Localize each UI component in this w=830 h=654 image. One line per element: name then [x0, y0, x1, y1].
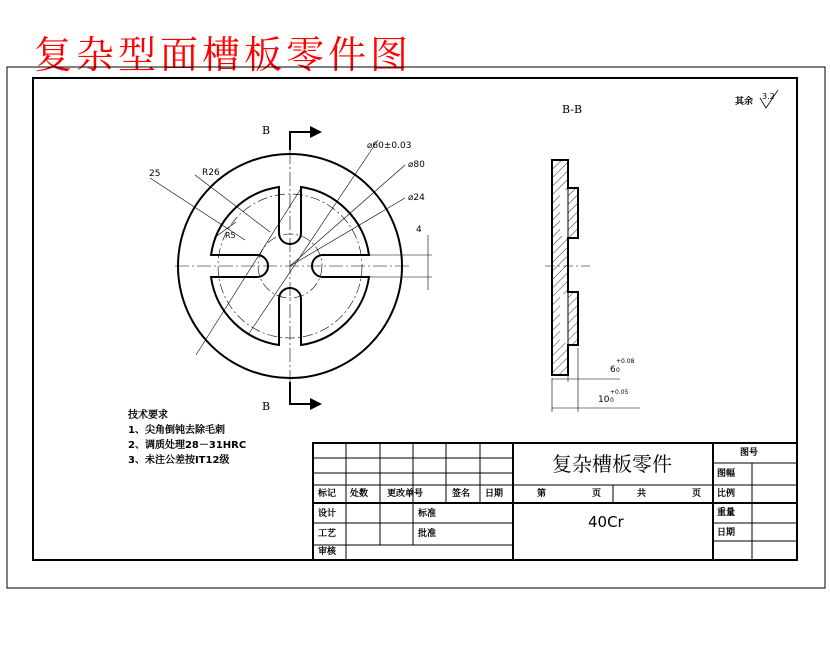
dim-r5: R5 — [225, 231, 236, 240]
process-label: 工艺 — [318, 529, 337, 539]
standardize-label: 标准 — [418, 509, 437, 519]
approve-label: 批准 — [418, 529, 437, 539]
signature-label: 签名 — [452, 489, 471, 499]
total-page-label: 页 — [692, 489, 702, 499]
dim-depth-tol-low: 0 — [616, 367, 620, 374]
date-label: 日期 — [717, 528, 736, 538]
review-label: 审核 — [318, 547, 337, 557]
tech-heading: 技术要求 — [128, 410, 168, 421]
total-label: 共 — [637, 489, 647, 499]
side-section-view — [545, 103, 640, 412]
dim-r26: R26 — [202, 168, 220, 178]
change-doc-label: 更改单号 — [387, 489, 424, 499]
section-view-label: B-B — [562, 103, 583, 116]
dim-d80: ⌀80 — [408, 160, 425, 170]
page-label: 页 — [592, 489, 602, 499]
day-label: 日期 — [485, 489, 504, 499]
section-label-bottom: B — [262, 400, 271, 413]
front-view — [150, 132, 432, 404]
tech-item: 3、未注公差按IT12级 — [128, 455, 230, 466]
page-title: 复杂型面槽板零件图 — [34, 33, 413, 77]
section-label-top: B — [262, 124, 271, 137]
roughness-label: 其余 — [735, 97, 754, 107]
sheet-label: 第 — [537, 489, 547, 499]
design-label: 设计 — [318, 509, 337, 519]
material: 40Cr — [588, 513, 624, 531]
scale-label: 比例 — [717, 489, 736, 499]
count-label: 处数 — [350, 489, 369, 499]
sheet-outer-border — [7, 67, 825, 588]
dim-d24: ⌀24 — [408, 193, 425, 203]
dim-thick: 10 — [598, 395, 610, 405]
part-name: 复杂槽板零件 — [552, 452, 672, 476]
tech-item: 1、尖角倒钝去除毛刺 — [128, 425, 225, 436]
drawing-no-label: 图号 — [740, 448, 759, 458]
dim-thick-tol: +0.05 — [610, 389, 629, 396]
dim-depth-tol: +0.08 — [616, 358, 635, 365]
dim-depth: 6 — [610, 365, 616, 375]
tech-item: 2、调质处理28－31HRC — [128, 440, 247, 451]
dim-d60: ⌀60±0.03 — [367, 141, 412, 151]
roughness-value: 3.2 — [762, 92, 775, 101]
dim-25: 25 — [149, 169, 161, 179]
mark-label: 标记 — [318, 489, 337, 499]
weight-label: 重量 — [717, 508, 736, 518]
sheet-size-label: 图幅 — [717, 469, 736, 479]
dim-h1: 4 — [416, 225, 422, 235]
tech-requirements — [128, 408, 246, 468]
dim-thick-tol-low: 0 — [610, 397, 614, 404]
